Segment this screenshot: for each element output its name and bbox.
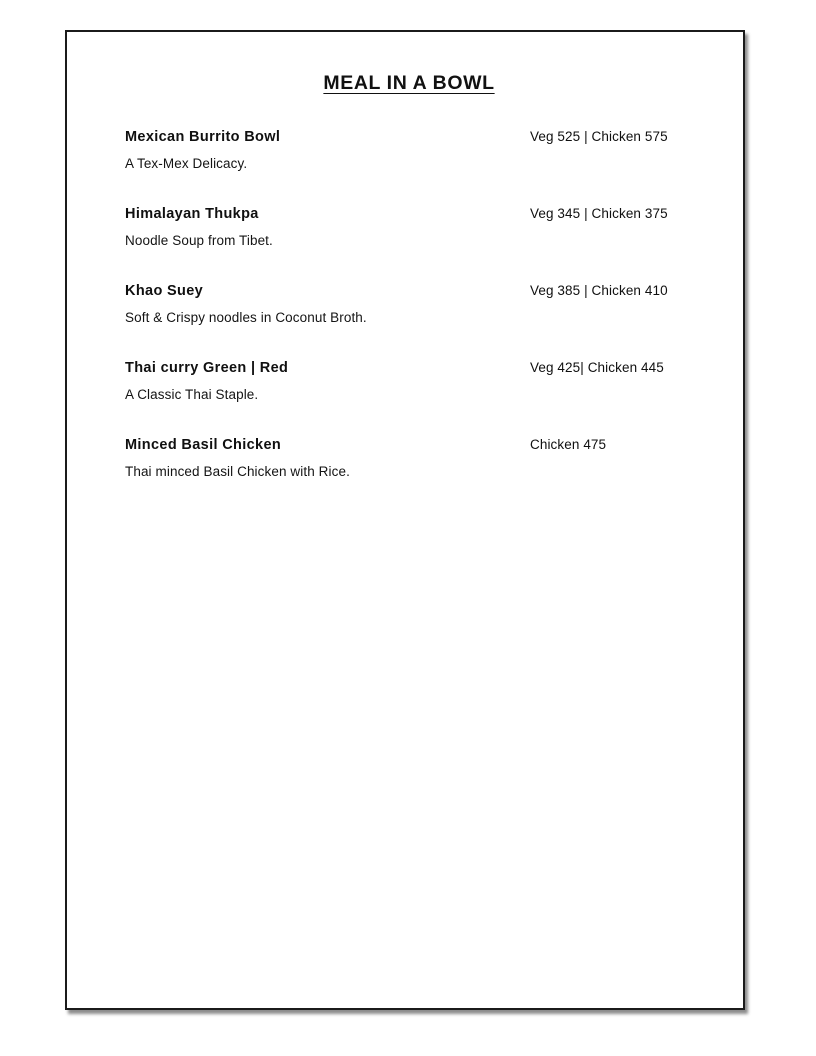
- menu-content: [67, 32, 743, 1008]
- menu-item: [125, 129, 693, 171]
- menu-item: [125, 206, 693, 248]
- menu-item-name: Thai curry Green | Red: [125, 360, 289, 376]
- menu-item-name: Mexican Burrito Bowl: [125, 129, 281, 145]
- menu-item-description: Noodle Soup from Tibet.: [125, 233, 273, 248]
- menu-item-header: [125, 283, 693, 299]
- menu-item-price: Chicken 475: [530, 437, 607, 452]
- menu-sheet: [65, 30, 745, 1010]
- menu-item-description: Thai minced Basil Chicken with Rice.: [125, 464, 350, 479]
- menu-item-name: Himalayan Thukpa: [125, 206, 259, 222]
- menu-item-header: [125, 437, 693, 453]
- menu-item: [125, 437, 693, 479]
- menu-item-price: Veg 425| Chicken 445: [530, 360, 664, 375]
- menu-item: [125, 360, 693, 402]
- menu-item-header: [125, 206, 693, 222]
- menu-item-price: Veg 525 | Chicken 575: [530, 129, 668, 144]
- page-title: MEAL IN A BOWL: [323, 72, 495, 94]
- menu-item-name: Khao Suey: [125, 283, 204, 299]
- menu-item-price: Veg 345 | Chicken 375: [530, 206, 668, 221]
- menu-item-list: [125, 129, 693, 479]
- menu-item-name: Minced Basil Chicken: [125, 437, 282, 453]
- menu-item-description: A Tex-Mex Delicacy.: [125, 156, 248, 171]
- menu-item-description: A Classic Thai Staple.: [125, 387, 259, 402]
- menu-item: [125, 283, 693, 325]
- menu-item-header: [125, 129, 693, 145]
- menu-item-price: Veg 385 | Chicken 410: [530, 283, 668, 298]
- menu-item-description: Soft & Crispy noodles in Coconut Broth.: [125, 310, 367, 325]
- menu-item-header: [125, 360, 693, 376]
